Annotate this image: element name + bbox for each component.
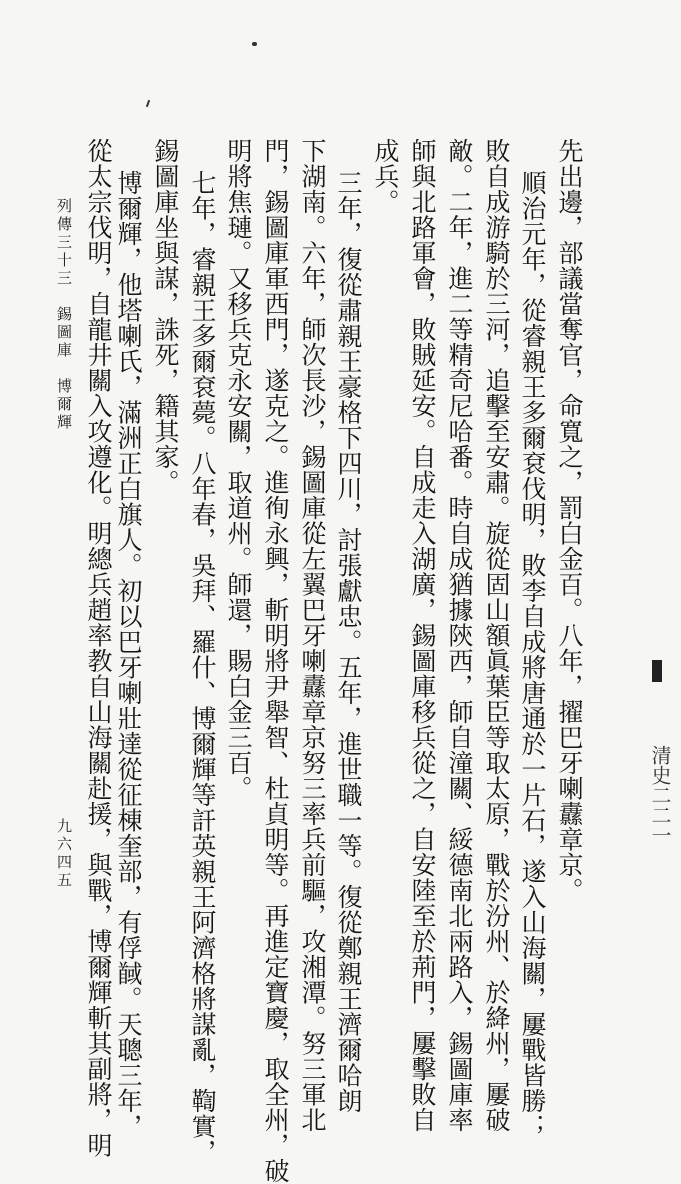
margin-label: 清史二二一 xyxy=(648,745,672,845)
page-number: 九六四五 xyxy=(55,818,73,890)
text-column: 三年，復從肅親王豪格下四川，討張獻忠。五年，進世職一等。復從鄭親王濟爾哈朗 xyxy=(334,170,363,1114)
text-column: 敗自成游騎於三河，追擊至安肅。旋從固山額眞葉臣等取太原，戰於汾州、於絳州，屢破 xyxy=(482,138,511,1133)
text-column: 從太宗伐明，自龍井關入攻遵化。明總兵趙率教自山海關赴援，與戰，博爾輝斬其副將，明 xyxy=(84,138,113,1158)
text-column: 師與北路軍會，敗賊延安。自成走入湖廣，錫圖庫移兵從之，自安陸至於荊門，屢擊敗自 xyxy=(408,138,437,1133)
scan-speck xyxy=(146,100,150,107)
text-column: 門，錫圖庫軍西門，遂克之。進徇永興，斬明將尹舉智、杜貞明等。再進定寶慶，取全州，破 xyxy=(261,138,290,1184)
text-column: 錫圖庫坐與謀，誅死，籍其家。 xyxy=(151,138,180,495)
text-column: 先出邊，部議當奪官，命寬之，罰白金百。八年，擢巴牙喇纛章京。 xyxy=(555,138,584,903)
page-tab-marker xyxy=(652,660,662,682)
text-column: 博爾輝，他塔喇氏，滿洲正白旗人。初以巴牙喇壯達從征棟奎部，有俘馘。天聰三年， xyxy=(114,170,143,1139)
text-column: 敵。二年，進二等精奇尼哈番。時自成猶據陝西，師自潼關、綏德南北兩路入，錫圖庫率 xyxy=(445,138,474,1133)
text-column: 順治元年，從睿親王多爾袞伐明，敗李自成將唐通於一片石，遂入山海關，屢戰皆勝； xyxy=(518,170,547,1139)
text-column: 成兵。 xyxy=(371,138,400,215)
text-column: 明將焦璉。又移兵克永安關，取道州。師還，賜白金三百。 xyxy=(224,138,253,801)
text-column: 七年，睿親王多爾袞薨。八年春，吳拜、羅什、博爾輝等訐英親王阿濟格將謀亂，鞫實， xyxy=(188,170,217,1165)
chapter-header: 列傳三十三 錫圖庫 博爾輝 xyxy=(55,198,73,432)
text-column: 下湖南。六年，師次長沙，錫圖庫從左翼巴牙喇纛章京努三率兵前驅，攻湘潭。努三軍北 xyxy=(298,138,327,1133)
scan-speck xyxy=(252,42,257,46)
